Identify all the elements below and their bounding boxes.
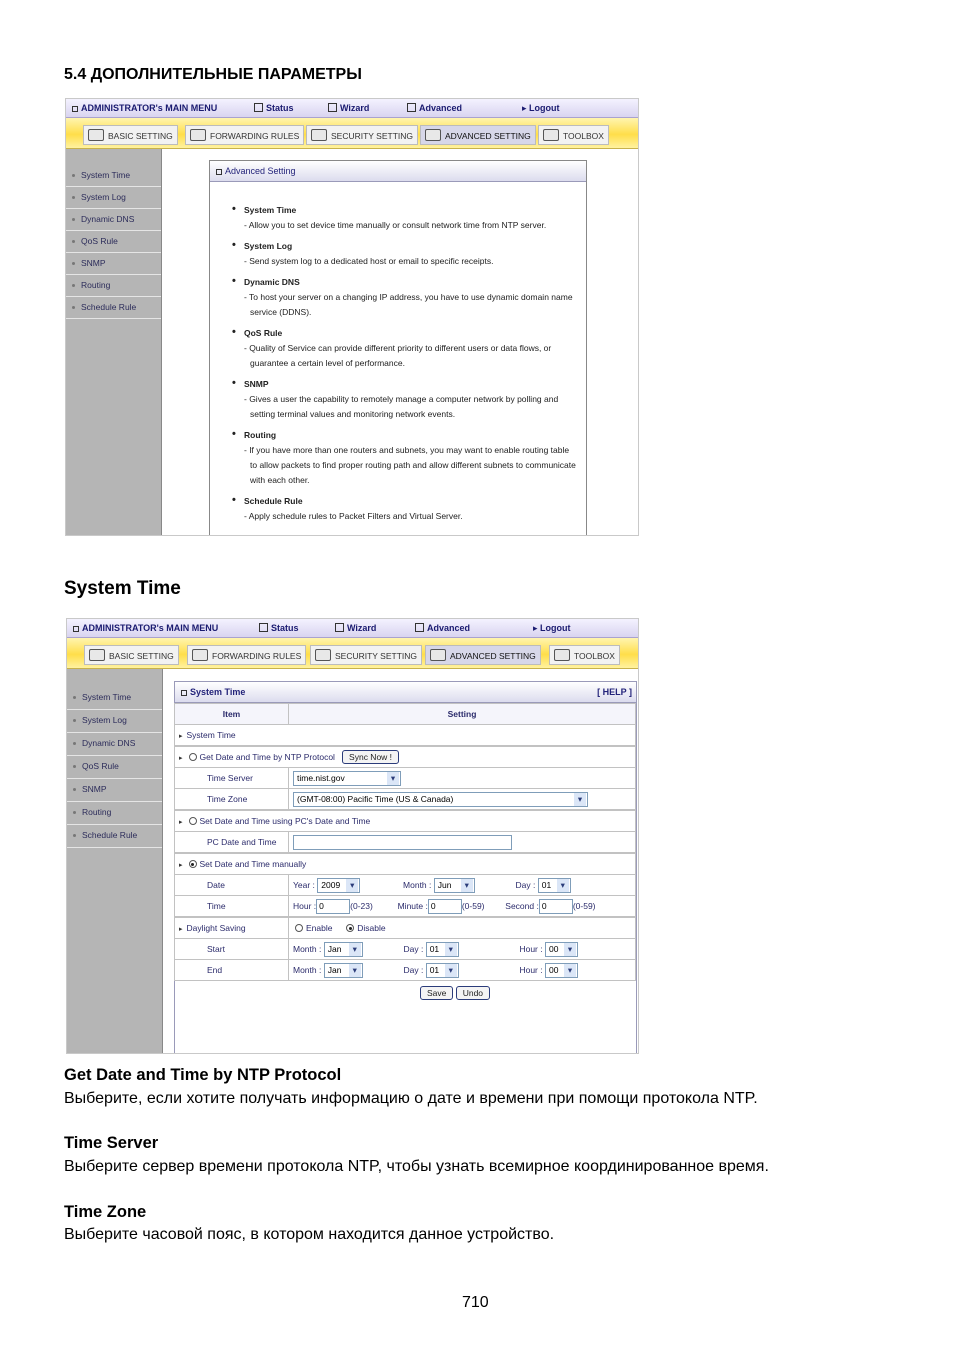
sidebar-item-snmp[interactable]: SNMP xyxy=(66,253,161,275)
advanced-link[interactable]: Advanced xyxy=(415,623,470,633)
advanced-item-name[interactable]: • Routing xyxy=(228,428,576,443)
minute-label: Minute : xyxy=(397,900,428,911)
dst-end-day-select[interactable]: 01 ▾ xyxy=(426,963,459,978)
advanced-setting-panel xyxy=(209,160,587,536)
advanced-icon xyxy=(407,103,416,112)
year-label: Year : xyxy=(293,879,315,890)
main-menu-link[interactable]: ADMINISTRATOR's MAIN MENU xyxy=(72,103,217,113)
system-time-row-label: System Time xyxy=(186,730,236,740)
date-label: Date xyxy=(175,875,289,896)
dst-end-month-label: Month : xyxy=(293,964,322,975)
pc-date-label: PC Date and Time xyxy=(175,832,289,854)
col-setting-header: Setting xyxy=(289,704,636,725)
pc-date-input[interactable] xyxy=(293,835,512,850)
time-label: Time xyxy=(175,896,289,918)
router-topbar xyxy=(67,619,638,638)
hour-range: (0-23) xyxy=(350,900,373,911)
advanced-link[interactable]: Advanced xyxy=(407,103,462,113)
dst-start-label: Start xyxy=(175,939,289,960)
tab-toolbox[interactable]: TOOLBOX xyxy=(538,125,609,145)
advanced-item-desc: - If you have more than one routers and subnets, you may want to enable routing table to allow packets to find proper routing path and allow different subnets to communicate with each other. xyxy=(244,445,576,485)
router-topbar xyxy=(66,99,638,118)
time-server-label: Time Server xyxy=(175,768,289,789)
ntp-description-text: Выберите, если хотите получать информацию о дате и времени при помощи протокола NTP. xyxy=(64,1090,758,1107)
tab-basic-setting[interactable]: BASIC SETTING xyxy=(84,645,179,665)
dst-end-hour-label: Hour : xyxy=(519,964,543,975)
security-icon xyxy=(315,649,331,661)
square-icon xyxy=(72,106,78,112)
hour-input[interactable]: 0 xyxy=(316,899,350,914)
month-select[interactable]: Jun ▾ xyxy=(434,878,475,893)
dst-start-month-select[interactable]: Jan ▾ xyxy=(324,942,363,957)
minute-input[interactable]: 0 xyxy=(428,899,462,914)
advanced-item-name[interactable]: • System Time xyxy=(228,203,576,218)
panel-title: Advanced Setting xyxy=(210,161,586,182)
dst-end-label: End xyxy=(175,960,289,981)
ntp-radio[interactable] xyxy=(189,753,197,761)
advanced-item-desc: - Apply schedule rules to Packet Filters and Virtual Server. xyxy=(244,511,463,521)
status-link[interactable]: Status xyxy=(259,623,299,633)
second-input[interactable]: 0 xyxy=(539,899,573,914)
advanced-setting-screenshot xyxy=(65,98,639,536)
toolbox-icon xyxy=(543,129,559,141)
sidebar-item-qos-rule[interactable]: QoS Rule xyxy=(66,231,161,253)
time-server-description-text: Выберите сервер времени протокола NTP, чтобы узнать всемирное координированное время. xyxy=(64,1158,769,1175)
panel-title: System Time [ HELP ] xyxy=(175,682,636,703)
second-label: Second : xyxy=(505,900,539,911)
tab-basic-setting[interactable]: BASIC SETTING xyxy=(83,125,178,145)
pc-time-label: Set Date and Time using PC's Date and Time xyxy=(199,816,371,826)
router-sidebar xyxy=(67,669,163,1053)
dst-start-hour-label: Hour : xyxy=(519,943,543,954)
sidebar-item-snmp[interactable]: SNMP xyxy=(67,779,162,802)
router-sidebar xyxy=(66,149,162,535)
advanced-item-name[interactable]: • QoS Rule xyxy=(228,326,576,341)
time-zone-label: Time Zone xyxy=(175,789,289,811)
ntp-label: Get Date and Time by NTP Protocol xyxy=(199,752,335,762)
system-time-heading: System Time xyxy=(64,578,181,599)
dst-end-month-select[interactable]: Jan ▾ xyxy=(324,963,363,978)
router-tabbar xyxy=(66,118,638,149)
dst-enable-label: Enable xyxy=(306,923,333,933)
col-item-header: Item xyxy=(175,704,289,725)
wizard-link[interactable]: Wizard xyxy=(335,623,376,633)
advanced-item-desc: - Gives a user the capability to remotely manage a computer network by polling and setting terminal values and monitoring network events. xyxy=(244,394,559,419)
wizard-icon xyxy=(328,103,337,112)
day-label: Day : xyxy=(515,879,536,890)
sidebar-item-schedule-rule[interactable]: Schedule Rule xyxy=(67,825,162,848)
tab-security-setting[interactable]: SECURITY SETTING xyxy=(310,645,422,665)
system-time-panel xyxy=(174,681,637,1054)
pc-time-radio[interactable] xyxy=(189,817,197,825)
section-heading: 5.4 ДОПОЛНИТЕЛЬНЫЕ ПАРАМЕТРЫ xyxy=(64,66,362,83)
router-tabbar xyxy=(67,638,638,669)
status-link[interactable]: Status xyxy=(254,103,294,113)
advanced-setting-icon xyxy=(430,649,446,661)
minute-range: (0-59) xyxy=(461,900,485,911)
manual-time-label: Set Date and Time manually xyxy=(199,859,307,869)
logout-link[interactable]: ▸ Logout xyxy=(533,623,571,633)
system-time-screenshot xyxy=(66,618,639,1054)
sidebar-item-routing[interactable]: Routing xyxy=(66,275,161,297)
time-server-description-title: Time Server xyxy=(64,1134,159,1152)
dst-disable-label: Disable xyxy=(357,923,386,933)
sidebar-item-qos-rule[interactable]: QoS Rule xyxy=(67,756,162,779)
system-time-table: Item Setting ▸ System Time ▸ Get Date and Time by NTP Protocol Sync Now ! Time Server time.nist.gov ▾ Time Zone (GMT-08:00) Pacific Time (US & Canada) ▾ ▸ Set Date and Time using PC's Date and Time PC Date and Time ▸ Set Date and Time manually Date Year : 2009 ▾ Month : Jun ▾ Day : 01 ▾ Time Hour : 0 (0-23) Minute : 0 (0-59) Second : 0 (0-59) ▸ Daylight Saving Enable Disable Start Month : Jan ▾ Day : 01 ▾ Hour : 00 ▾ End Month : Jan ▾ Day : 01 ▾ Hour : 00 ▾ Save Undo xyxy=(174,703,636,1005)
dst-start-hour-select[interactable]: 00 ▾ xyxy=(545,942,578,957)
sidebar-item-dynamic-dns[interactable]: Dynamic DNS xyxy=(66,209,161,231)
tab-toolbox[interactable]: TOOLBOX xyxy=(549,645,620,665)
year-select[interactable]: 2009 ▾ xyxy=(317,878,360,893)
month-label: Month : xyxy=(403,879,432,890)
time-zone-select[interactable]: (GMT-08:00) Pacific Time (US & Canada) ▾ xyxy=(293,792,588,807)
save-button[interactable]: Save xyxy=(420,986,453,1000)
security-icon xyxy=(311,129,327,141)
time-zone-description-title: Time Zone xyxy=(64,1203,147,1221)
advanced-item-list xyxy=(228,197,576,524)
time-server-select[interactable]: time.nist.gov ▾ xyxy=(293,771,401,786)
daylight-saving-label: Daylight Saving xyxy=(186,923,246,933)
square-icon xyxy=(73,626,79,632)
advanced-item-name[interactable]: • Schedule Rule xyxy=(228,494,576,509)
manual-time-radio[interactable] xyxy=(189,860,197,868)
dst-start-day-select[interactable]: 01 ▾ xyxy=(426,942,459,957)
toolbox-icon xyxy=(554,649,570,661)
wizard-link[interactable]: Wizard xyxy=(328,103,369,113)
tab-forwarding-rules[interactable]: FORWARDING RULES xyxy=(187,645,306,665)
advanced-item-name[interactable]: • Dynamic DNS xyxy=(228,275,576,290)
sidebar-item-system-time[interactable]: System Time xyxy=(67,687,162,710)
day-select[interactable]: 01 ▾ xyxy=(538,878,571,893)
basic-setting-icon xyxy=(89,649,105,661)
advanced-item-name[interactable]: • System Log xyxy=(228,239,576,254)
forwarding-icon xyxy=(190,129,206,141)
sidebar-item-system-log[interactable]: System Log xyxy=(67,710,162,733)
advanced-icon xyxy=(415,623,424,632)
advanced-setting-icon xyxy=(425,129,441,141)
sync-now-button[interactable]: Sync Now ! xyxy=(342,750,399,764)
time-zone-description-text: Выберите часовой пояс, в котором находится данное устройство. xyxy=(64,1226,555,1243)
sidebar-item-schedule-rule[interactable]: Schedule Rule xyxy=(66,297,161,319)
undo-button[interactable]: Undo xyxy=(456,986,490,1000)
wizard-icon xyxy=(335,623,344,632)
basic-setting-icon xyxy=(88,129,104,141)
tab-forwarding-rules[interactable]: FORWARDING RULES xyxy=(185,125,304,145)
help-link[interactable]: [ HELP ] xyxy=(597,687,632,697)
hour-label: Hour : xyxy=(293,900,317,911)
square-icon xyxy=(181,690,187,696)
main-menu-link[interactable]: ADMINISTRATOR's MAIN MENU xyxy=(73,623,218,633)
tab-advanced-setting[interactable]: ADVANCED SETTING xyxy=(425,645,541,665)
advanced-item-name[interactable]: • SNMP xyxy=(228,377,576,392)
ntp-description-title: Get Date and Time by NTP Protocol xyxy=(64,1066,342,1084)
tab-security-setting[interactable]: SECURITY SETTING xyxy=(306,125,418,145)
advanced-item-desc: - Quality of Service can provide different priority to different users or data flows, or guarantee a certain level of performance. xyxy=(244,343,552,368)
sidebar-item-routing[interactable]: Routing xyxy=(67,802,162,825)
advanced-item-desc: - To host your server on a changing IP address, you have to use dynamic domain name service (DDNS). xyxy=(244,292,573,317)
sidebar-item-dynamic-dns[interactable]: Dynamic DNS xyxy=(67,733,162,756)
status-icon xyxy=(254,103,263,112)
logout-link[interactable]: ▸ Logout xyxy=(522,103,560,113)
forwarding-icon xyxy=(192,649,208,661)
dst-start-month-label: Month : xyxy=(293,943,322,954)
dst-end-hour-select[interactable]: 00 ▾ xyxy=(545,963,578,978)
sidebar-item-system-log[interactable]: System Log xyxy=(66,187,161,209)
sidebar-item-system-time[interactable]: System Time xyxy=(66,165,161,187)
dst-start-day-label: Day : xyxy=(403,943,424,954)
advanced-item-desc: - Allow you to set device time manually or consult network time from NTP server. xyxy=(244,220,547,230)
advanced-item-desc: - Send system log to a dedicated host or email to specific receipts. xyxy=(244,256,494,266)
dst-disable-radio[interactable] xyxy=(346,924,354,932)
dst-enable-radio[interactable] xyxy=(295,924,303,932)
second-range: (0-59) xyxy=(572,900,596,911)
status-icon xyxy=(259,623,268,632)
dst-end-day-label: Day : xyxy=(403,964,424,975)
square-icon xyxy=(216,169,222,175)
page-number: 710 xyxy=(462,1294,489,1311)
tab-advanced-setting[interactable]: ADVANCED SETTING xyxy=(420,125,536,145)
